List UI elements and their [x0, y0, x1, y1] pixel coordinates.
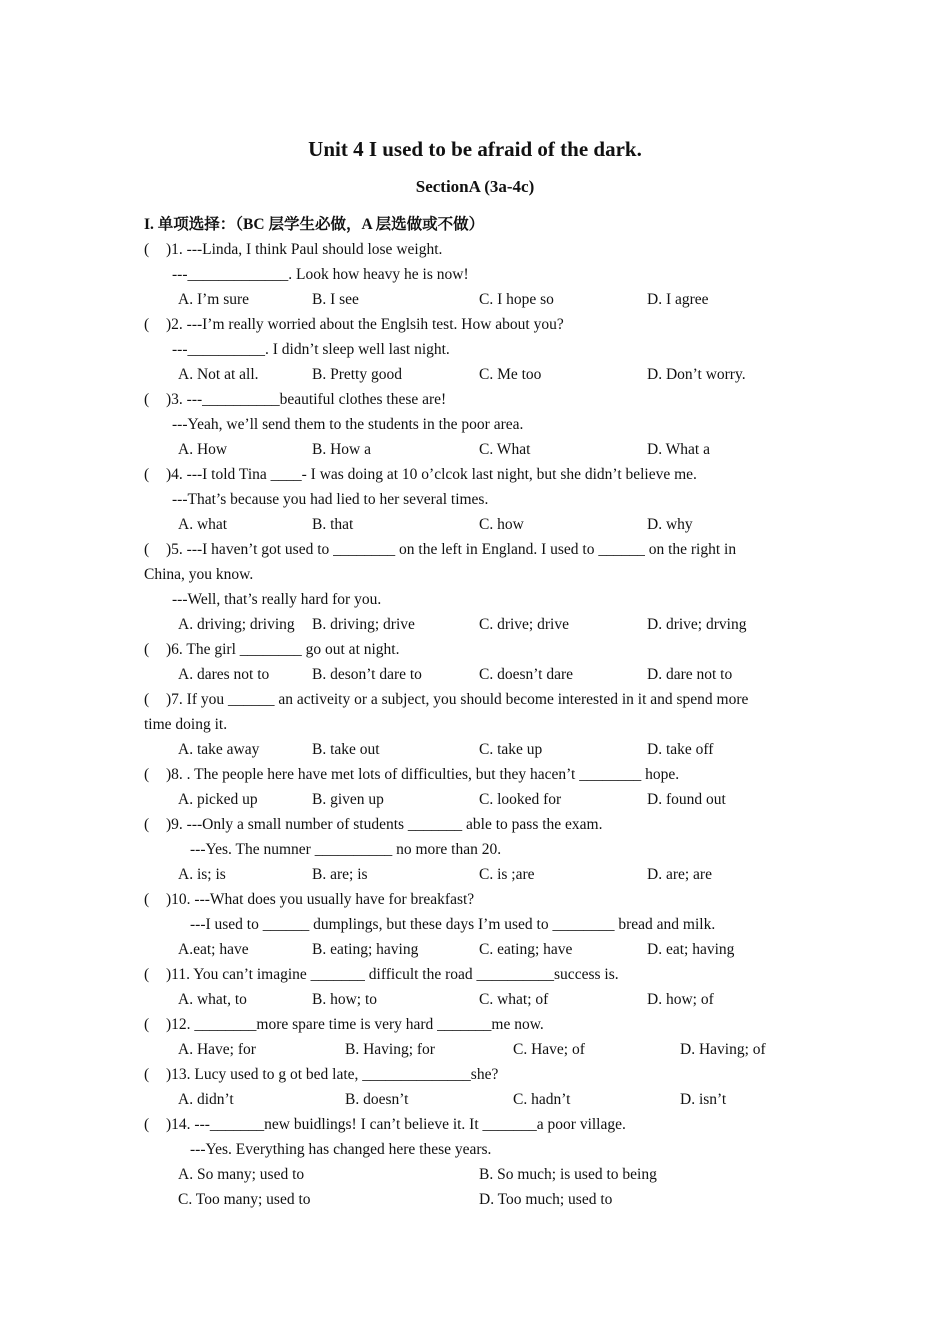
question-line: ---That’s because you had lied to her several times. [172, 491, 489, 508]
options-row [144, 1087, 806, 1112]
question-2 [144, 312, 806, 387]
option-b: B. take out [312, 741, 380, 758]
option-d: D. Don’t worry. [647, 366, 746, 383]
option-c: C. drive; drive [479, 616, 569, 633]
options-row [144, 662, 806, 687]
answer-paren[interactable]: ( [144, 1116, 150, 1133]
question-14 [144, 1112, 806, 1212]
option-b: B. how; to [312, 991, 378, 1008]
question-7 [144, 687, 806, 762]
question-stem-continued: China, you know. [144, 566, 254, 583]
option-d: D. take off [647, 741, 714, 758]
option-d: D. how; of [647, 991, 714, 1008]
option-b: B. that [312, 516, 354, 533]
option-c: C. what; of [479, 991, 549, 1008]
option-c: C. eating; have [479, 941, 573, 958]
page-subtitle: SectionA (3a-4c) [415, 177, 535, 196]
options-row [144, 787, 806, 812]
question-10 [144, 887, 806, 962]
option-a: A. I’m sure [178, 291, 250, 308]
option-d: D. eat; having [647, 941, 735, 958]
answer-paren[interactable]: ( [144, 766, 150, 783]
option-a: A. driving; driving [178, 616, 295, 633]
options-row [144, 737, 806, 762]
options-row [144, 512, 806, 537]
answer-paren[interactable]: ( [144, 1066, 150, 1083]
question-8 [144, 762, 806, 812]
option-a: A. dares not to [178, 666, 270, 683]
option-b: B. I see [312, 291, 359, 308]
options-row [144, 612, 806, 637]
option-b: B. driving; drive [312, 616, 415, 633]
question-list [144, 212, 806, 1212]
option-b: B. Pretty good [312, 366, 402, 383]
question-stem: )10. ---What does you usually have for breakfast? [166, 891, 475, 908]
option-d: D. found out [647, 791, 726, 808]
option-d: D. isn’t [680, 1091, 727, 1108]
option-c: C. doesn’t dare [479, 666, 573, 683]
option-d: D. why [647, 516, 693, 533]
question-13 [144, 1062, 806, 1112]
option-a: A. didn’t [178, 1091, 234, 1108]
page-title: Unit 4 I used to be afraid of the dark. [308, 137, 642, 161]
question-stem: )1. ---Linda, I think Paul should lose weight. [166, 241, 443, 258]
question-stem: )7. If you ______ an activeity or a subject, you should become interested in it and spend more [166, 691, 749, 708]
options-row [144, 987, 806, 1012]
option-a: A. what [178, 516, 228, 533]
question-line: ---Yes. Everything has changed here these years. [190, 1141, 492, 1158]
options-row [144, 937, 806, 962]
option-a: A. is; is [178, 866, 226, 883]
answer-paren[interactable]: ( [144, 466, 150, 483]
option-d: D. dare not to [647, 666, 733, 683]
options-row [144, 362, 806, 387]
option-c: C. Me too [479, 366, 542, 383]
option-b: B. given up [312, 791, 384, 808]
option-d: D. are; are [647, 866, 712, 883]
question-line: ---Yeah, we’ll send them to the students in the poor area. [172, 416, 524, 433]
option-c: C. looked for [479, 791, 562, 808]
options-row [144, 862, 806, 887]
option-a: A. How [178, 441, 228, 458]
option-a: A. take away [178, 741, 260, 758]
answer-paren[interactable]: ( [144, 391, 150, 408]
option-a: A. Have; for [178, 1041, 256, 1058]
question-12 [144, 1012, 806, 1062]
question-1 [144, 237, 806, 312]
question-3 [144, 387, 806, 462]
question-stem: )3. ---__________beautiful clothes these are! [166, 391, 447, 408]
answer-paren[interactable]: ( [144, 966, 150, 983]
option-b: B. eating; having [312, 941, 419, 958]
question-6 [144, 637, 806, 687]
section-heading: I. 单项选择：（BC 层学生必做，A 层选做或不做） [144, 216, 485, 233]
question-stem-continued: time doing it. [144, 716, 228, 733]
option-a: A.eat; have [178, 941, 249, 958]
option-b: B. How a [312, 441, 371, 458]
option-a: A. So many; used to [178, 1166, 305, 1183]
options-row [144, 437, 806, 462]
answer-paren[interactable]: ( [144, 641, 150, 658]
answer-paren[interactable]: ( [144, 891, 150, 908]
question-stem: )13. Lucy used to g ot bed late, ______________she? [166, 1066, 499, 1083]
option-c: C. Too many; used to [178, 1191, 311, 1208]
answer-paren[interactable]: ( [144, 541, 150, 558]
option-c: C. take up [479, 741, 543, 758]
question-line: ---__________. I didn’t sleep well last night. [172, 341, 450, 358]
question-line: ---I used to ______ dumplings, but these days I’m used to ________ bread and milk. [190, 916, 716, 933]
option-d: D. What a [647, 441, 710, 458]
question-stem: )4. ---I told Tina ____- I was doing at 10 o’clcok last night, but she didn’t believe me. [166, 466, 697, 483]
option-a: A. Not at all. [178, 366, 259, 383]
options-row [144, 1037, 806, 1062]
option-b: B. deson’t dare to [312, 666, 422, 683]
answer-paren[interactable]: ( [144, 1016, 150, 1033]
option-c: C. is ;are [479, 866, 535, 883]
option-d: D. Having; of [680, 1041, 766, 1058]
question-4 [144, 462, 806, 537]
answer-paren[interactable]: ( [144, 691, 150, 708]
question-stem: )2. ---I’m really worried about the Englsih test. How about you? [166, 316, 564, 333]
question-5 [144, 537, 806, 637]
option-b: B. Having; for [345, 1041, 435, 1058]
option-a: A. picked up [178, 791, 258, 808]
question-line: ---Yes. The numner __________ no more than 20. [190, 841, 502, 858]
option-d: D. drive; drving [647, 616, 747, 633]
question-stem: )9. ---Only a small number of students _______ able to pass the exam. [166, 816, 603, 833]
question-stem: )11. You can’t imagine _______ difficult the road __________success is. [166, 966, 619, 983]
option-d: D. I agree [647, 291, 709, 308]
question-9 [144, 812, 806, 887]
option-c: C. I hope so [479, 291, 554, 308]
option-d: D. Too much; used to [479, 1191, 613, 1208]
question-11 [144, 962, 806, 1012]
options-row [144, 1187, 806, 1212]
answer-paren[interactable]: ( [144, 816, 150, 833]
option-b: B. doesn’t [345, 1091, 409, 1108]
answer-paren[interactable]: ( [144, 316, 150, 333]
option-a: A. what, to [178, 991, 247, 1008]
option-c: C. hadn’t [513, 1091, 571, 1108]
question-stem: )12. ________more spare time is very hard _______me now. [166, 1016, 544, 1033]
option-c: C. how [479, 516, 524, 533]
question-stem: )8. . The people here have met lots of difficulties, but they hacen’t ________ hope. [166, 766, 680, 783]
options-row [144, 1162, 806, 1187]
question-line: ---_____________. Look how heavy he is now! [172, 266, 469, 283]
option-c: C. Have; of [513, 1041, 585, 1058]
answer-paren[interactable]: ( [144, 241, 150, 258]
option-b: B. So much; is used to being [479, 1166, 657, 1183]
question-line: ---Well, that’s really hard for you. [172, 591, 382, 608]
options-row [144, 287, 806, 312]
question-stem: )14. ---_______new buidlings! I can’t believe it. It _______a poor village. [166, 1116, 626, 1133]
question-stem: )6. The girl ________ go out at night. [166, 641, 400, 658]
question-stem: )5. ---I haven’t got used to ________ on the left in England. I used to ______ on the right in [166, 541, 737, 558]
option-c: C. What [479, 441, 531, 458]
option-b: B. are; is [312, 866, 368, 883]
